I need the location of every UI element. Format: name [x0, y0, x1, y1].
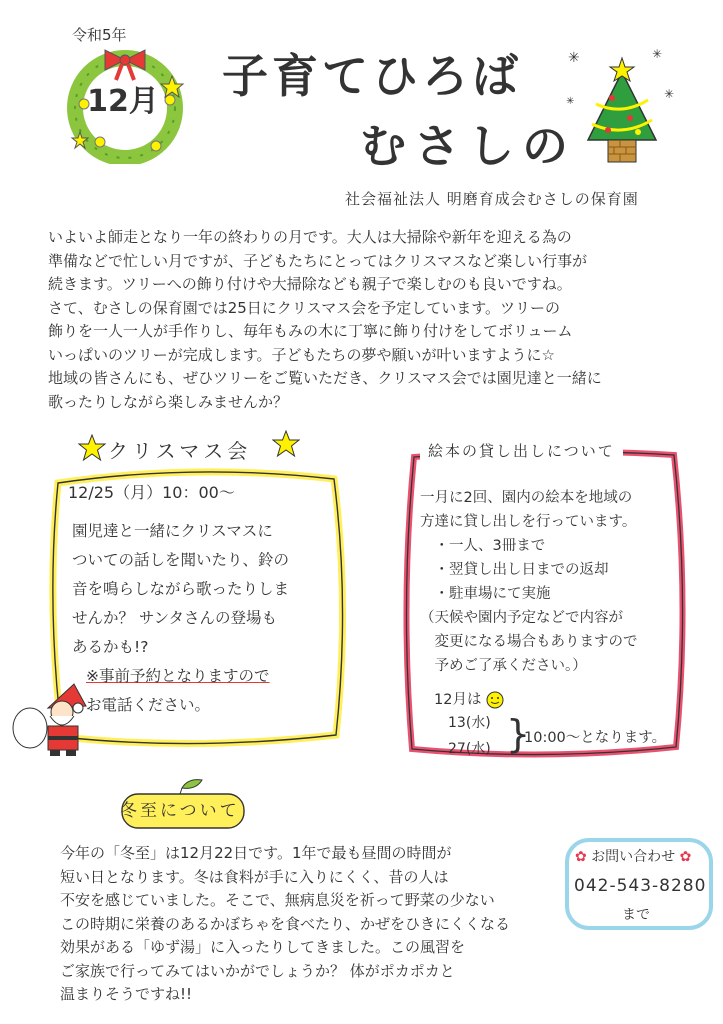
christmas-line: あるかも!? [72, 638, 149, 656]
touji-line: この時期に栄養のあるかぼちゃを食べたり、かぜをひきにくくなる [60, 914, 511, 933]
touji-line: 今年の「冬至」は12月22日です。1年で最も昼間の時間が [60, 844, 452, 862]
christmas-body [72, 517, 289, 720]
schedule-time: 10:00～となります。 [524, 730, 667, 746]
christmas-line: 音を鳴らしながら歌ったりしま [72, 580, 290, 598]
contact-label [575, 846, 691, 866]
intro-line: さて、むさしの保育園では25日にクリスマス会を予定しています。ツリーの [48, 298, 560, 317]
christmas-date: 12/25（月）10：00～ [68, 483, 235, 502]
christmas-title: クリスマス会 [108, 439, 252, 463]
christmas-tree-icon [560, 44, 680, 170]
svg-text:✳: ✳ [664, 87, 675, 101]
schedule-date-1: 13(水) [448, 715, 491, 731]
christmas-line: ついての話しを聞いたり、鈴の [72, 551, 290, 569]
smile-icon [486, 691, 504, 709]
books-line: ・一人、3冊まで [420, 538, 546, 554]
christmas-line: お電話ください。 [86, 696, 211, 714]
touji-line: ご家族で行ってみてはいかがでしょうか？ 体がポカポカと [60, 961, 455, 980]
touji-line: 温まりそうですね!! [60, 985, 193, 1003]
organization-name: 社会福祉法人 明磨育成会むさしの保育園 [345, 190, 639, 208]
schedule-heading-text: 12月は [434, 692, 482, 708]
intro-line: 地域の皆さんにも、ぜひツリーをご覧いただき、クリスマス会では園児達と一緒に [48, 369, 602, 387]
santa-icon [8, 668, 98, 758]
month-label: 12月 [87, 84, 159, 119]
books-line: （天候や園内予定などで内容が [420, 610, 623, 626]
books-line: ・翌貸し出し日までの返却 [420, 562, 609, 578]
flower-icon: ✿ [575, 849, 587, 865]
books-line: 予めご了承ください。） [420, 658, 587, 674]
christmas-line: せんか？ サンタさんの登場も [72, 609, 278, 627]
intro-line: 歌ったりしながら楽しみませんか？ [48, 392, 289, 411]
books-line: 方達に貸し出しを行っています。 [420, 514, 637, 530]
page-title: 子育てひろば [222, 49, 522, 103]
touji-line: 効果がある「ゆず湯」に入ったりしてきました。この風習を [60, 938, 466, 956]
intro-line: 続きます。ツリーへの飾り付けや大掃除なども親子で楽しむのも良いですね。 [48, 275, 572, 293]
books-line: 一月に2回、園内の絵本を地域の [420, 490, 633, 506]
svg-text:✳: ✳ [652, 47, 663, 61]
schedule-brace: } [506, 712, 531, 756]
intro-text [48, 226, 688, 414]
intro-line: いよいよ師走となり一年の終わりの月です。大人は大掃除や新年を迎える為の [48, 228, 572, 246]
touji-line: 短い日となります。冬は食料が手に入りにくく、昔の人は [60, 867, 449, 886]
books-line: ・駐車場にて実施 [420, 586, 551, 602]
star-icon [78, 434, 106, 462]
books-title: 絵本の貸し出しについて [420, 440, 623, 461]
intro-line: いっぱいのツリーが完成します。子どもたちの夢や願いが叶いますように☆ [48, 345, 555, 364]
books-line: 変更になる場合もありますので [420, 634, 638, 650]
intro-line: 飾りを一人一人が手作りし、毎年もみの木に丁寧に飾り付けをしてボリューム [48, 322, 573, 340]
contact-label-text: お問い合わせ [591, 849, 676, 865]
month-badge [86, 78, 160, 118]
flower-icon: ✿ [679, 849, 692, 865]
christmas-line: ※事前予約となりますので [86, 667, 270, 685]
contact-suffix: まで [622, 907, 650, 923]
era-label: 令和5年 [72, 26, 127, 44]
svg-text:✳: ✳ [568, 50, 580, 66]
touji-body [60, 842, 510, 1007]
touji-title: 冬至について [120, 801, 240, 821]
books-body [420, 486, 638, 678]
page-title-line2: むさしの [360, 119, 576, 173]
christmas-line: 園児達と一緒にクリスマスに [72, 522, 273, 540]
touji-line: 不安を感じていました。そこで、無病息災を祈って野菜の少ない [60, 891, 495, 909]
schedule-date-2: 27(水) [448, 741, 491, 757]
intro-line: 準備などで忙しい月ですが、子どもたちにとってはクリスマスなど楽しい行事が [48, 251, 588, 270]
star-icon [272, 430, 300, 458]
schedule-heading [434, 688, 504, 709]
contact-phone[interactable]: 042-543-8280 [574, 876, 707, 896]
svg-text:✳: ✳ [566, 96, 575, 107]
